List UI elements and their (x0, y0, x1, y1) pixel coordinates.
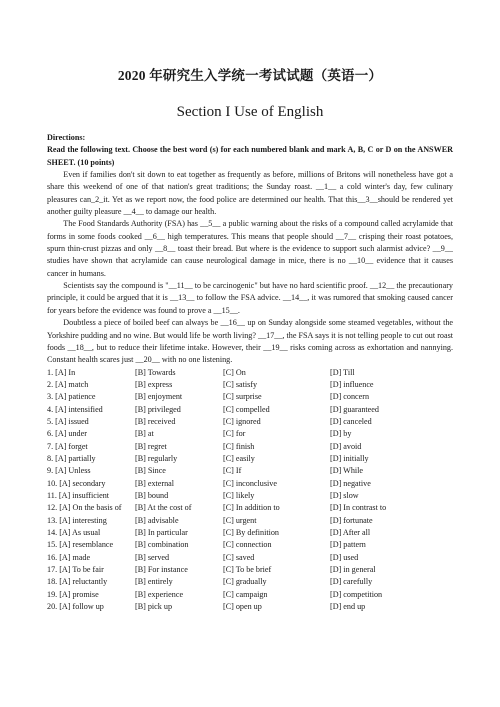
passage-paragraph-2: The Food Standards Authority (FSA) has __5__ a public warning about the risks of a compound called acrylamide that forms in some foods cooked __6__ high temperatures. This means that people should __7__ crisping their roast potatoes, spurn thin-crust pizzas and only __8__ toast their bread. But where is the evidence to support such alarmist advice? __9__ studies have shown that acrylamide can cause neurological damage in mice, there is no __10__ evidence that it causes cancer in humans. (47, 219, 453, 278)
option-row (47, 502, 453, 514)
option-c: [C] If (223, 466, 242, 476)
option-d: [D] fortunate (330, 515, 373, 525)
option-c: [C] compelled (223, 404, 270, 414)
option-row (47, 539, 453, 551)
exam-body (47, 132, 453, 613)
option-c: [C] surprise (223, 392, 262, 402)
option-a: 12. [A] On the basis of (47, 503, 122, 513)
option-a: 2. [A] match (47, 379, 89, 389)
option-d: [D] in general (330, 565, 376, 575)
option-row (47, 428, 453, 440)
option-d: [D] by (330, 429, 352, 439)
option-b: [B] pick up (135, 602, 173, 612)
option-a: 14. [A] As usual (47, 528, 101, 537)
option-c: [C] inconclusive (223, 478, 277, 488)
option-d: [D] competition (330, 589, 383, 599)
option-a: 16. [A] made (47, 552, 91, 562)
option-row (47, 589, 453, 601)
option-b: [B] privileged (135, 404, 181, 414)
option-c: [C] easily (223, 453, 255, 463)
answer-options (47, 367, 453, 614)
option-b: [B] experience (135, 589, 184, 599)
exam-title: 2020 年研究生入学统一考试试题（英语一） (117, 68, 383, 83)
passage-paragraph-1: Even if families don't sit down to eat together as frequently as before, millions of Britons will nonetheless have got a share this weekend of one of that nation's great traditions; the Sunday roast. __1__ a cold winter's day, few culinary pleasures can_2_it. Yet as we report now, the food police are determined our health. That this__3__should be rendered yet another guilty pleasure __4__ to damage our health. (47, 170, 453, 217)
option-a: 19. [A] promise (47, 589, 99, 599)
option-row (47, 527, 453, 539)
option-row (47, 515, 453, 527)
option-d: [D] avoid (330, 441, 362, 451)
option-d: [D] negative (330, 478, 371, 488)
option-c: [C] satisfy (223, 379, 258, 389)
option-row (47, 564, 453, 576)
option-row (47, 367, 453, 379)
option-c: [C] To be brief (223, 565, 272, 575)
option-a: 15. [A] resemblance (47, 540, 114, 550)
option-a: 20. [A] follow up (47, 602, 104, 612)
option-row (47, 453, 453, 465)
option-d: [D] After all (330, 528, 371, 537)
passage-paragraph-3: Scientists say the compound is "__11__ to be carcinogenic" but have no hard scientific proof. __12__ the precautionary principle, it could be argued that it is __13__ to follow the FSA advice. __14__, it was rumored that smoking caused cancer for years before the evidence was found to prove a __15__. (47, 281, 453, 315)
option-row (47, 490, 453, 502)
option-a: 10. [A] secondary (47, 478, 106, 488)
option-c: [C] By definition (223, 528, 279, 537)
option-b: [B] For instance (135, 565, 188, 575)
option-d: [D] end up (330, 602, 366, 612)
option-b: [B] served (135, 552, 170, 562)
option-b: [B] bound (135, 490, 169, 500)
option-d: [D] used (330, 552, 359, 562)
option-b: [B] express (135, 379, 173, 389)
option-row (47, 478, 453, 490)
option-d: [D] influence (330, 379, 374, 389)
option-a: 7. [A] forget (47, 441, 88, 451)
section-heading: Section I Use of English (176, 104, 324, 120)
option-row (47, 601, 453, 613)
option-b: [B] external (135, 478, 175, 488)
option-b: [B] enjoyment (135, 392, 183, 402)
option-b: [B] received (135, 416, 176, 426)
option-a: 1. [A] In (47, 367, 76, 377)
option-b: [B] at (135, 429, 154, 439)
option-c: [C] connection (223, 540, 272, 550)
option-b: [B] At the cost of (135, 503, 192, 513)
option-d: [D] canceled (330, 416, 372, 426)
option-a: 13. [A] interesting (47, 515, 107, 525)
option-b: [B] regret (135, 441, 167, 451)
option-d: [D] concern (330, 392, 370, 402)
option-row (47, 552, 453, 564)
option-d: [D] carefully (330, 577, 373, 587)
option-b: [B] advisable (135, 515, 179, 525)
option-c: [C] for (223, 429, 246, 439)
option-b: [B] entirely (135, 577, 173, 587)
option-d: [D] In contrast to (330, 503, 387, 513)
option-a: 8. [A] partially (47, 453, 96, 463)
option-a: 3. [A] patience (47, 392, 96, 402)
option-b: [B] Towards (135, 367, 176, 377)
option-a: 11. [A] insufficient (47, 490, 110, 500)
option-d: [D] initially (330, 453, 369, 463)
option-row (47, 391, 453, 403)
option-c: [C] ignored (223, 416, 261, 426)
option-b: [B] regularly (135, 453, 178, 463)
option-a: 4. [A] intensified (47, 404, 103, 414)
option-c: [C] likely (223, 490, 255, 500)
option-c: [C] finish (223, 441, 255, 451)
option-c: [C] gradually (223, 577, 267, 587)
option-d: [D] Till (330, 367, 355, 377)
option-a: 18. [A] reluctantly (47, 577, 108, 587)
option-a: 9. [A] Unless (47, 466, 91, 476)
option-c: [C] saved (223, 552, 255, 562)
option-c: [C] On (223, 367, 246, 377)
option-d: [D] pattern (330, 540, 366, 550)
option-row (47, 465, 453, 477)
option-row (47, 576, 453, 588)
option-row (47, 404, 453, 416)
option-b: [B] In particular (135, 528, 188, 537)
option-b: [B] combination (135, 540, 189, 550)
option-row (47, 441, 453, 453)
option-d: [D] slow (330, 490, 359, 500)
option-c: [C] campaign (223, 589, 268, 599)
option-row (47, 416, 453, 428)
option-a: 5. [A] issued (47, 416, 89, 426)
option-b: [B] Since (135, 466, 166, 476)
option-row (47, 379, 453, 391)
option-d: [D] guaranteed (330, 404, 379, 414)
directions-text: Read the following text. Choose the best word (s) for each numbered blank and mark A, B, C or D on the ANSWER SHEET. (10 points) (47, 145, 453, 167)
passage-paragraph-4: Doubtless a piece of boiled beef can always be __16__ up on Sunday alongside some steamed vegetables, without the Yorkshire pudding and no wine. But would life be worth living? __17__, the FSA says it is not telling people to cut out roast foods __18__, but to reduce their lifetime intake. However, their __19__ risks coming across as exhortation and nannying. Constant health scares just __20__ with no one listening. (47, 318, 453, 365)
directions-heading: Directions: (47, 133, 86, 142)
option-a: 6. [A] under (47, 429, 87, 439)
option-d: [D] While (330, 466, 364, 476)
option-c: [C] urgent (223, 515, 257, 525)
option-c: [C] In addition to (223, 503, 280, 513)
option-a: 17. [A] To be fair (47, 565, 104, 575)
option-c: [C] open up (223, 602, 262, 612)
